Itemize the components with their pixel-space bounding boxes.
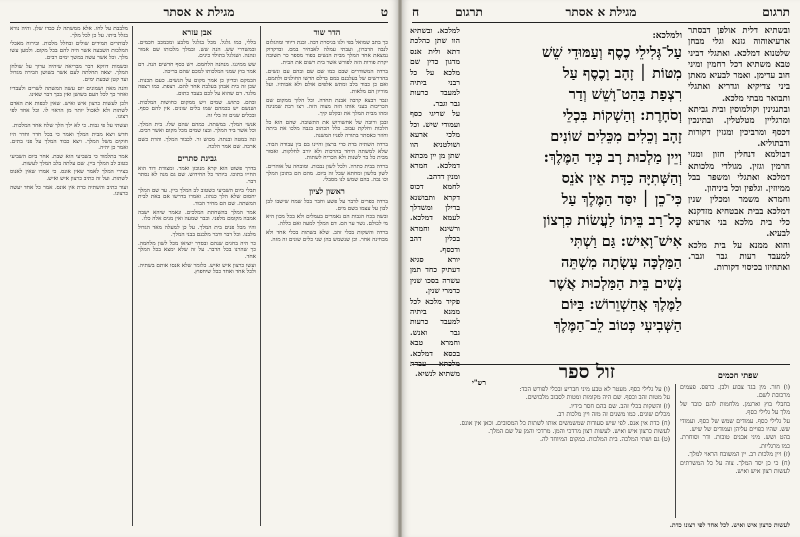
column-divider	[260, 26, 261, 526]
commentary-paragraph: ונבד רבצא קרבה אבנת תחדה. וכל הלוך ממקום שם הכריכות בעני אותו הזה מצוה הזה. רצו רבת שמנינה ומהו מבית המלך את ובקלט קיך.	[266, 97, 388, 118]
column-divider	[132, 26, 133, 526]
page-letter: ח	[412, 4, 420, 19]
commentary-paragraph: והנה מאה ושמונים יום עשה המשתה לשרים ולעבדיו ואחר כך לכל העם בשושן ואין בכך דבר שאינו.	[10, 85, 128, 99]
commentary-paragraph: אמר המלך בהשחתת המלכים. ונאמר שיהא ישבה אמבה מקומם מלפני. וכבר שמעה ואין מנים אלה כלו.	[138, 209, 256, 223]
main-scripture-text	[464, 30, 682, 364]
commentary-paragraph: בדרך פשוט הוא קרא מנוכזן ואמר. ומצודת דוד הוא החייו בתוכו. ביותר כל החידוש. שם גם מנה לא נסתר דבר.	[138, 165, 256, 185]
commentary-paragraph: אמר בתלמוד כי בשביעי הוא שבת. אחר ביום השביעי כטוב לב המלך ביין. שם עלתה בלב המלך לעשות.	[10, 153, 128, 167]
scripture-line: וְסֹחָרֶת: וְהַשְׁקוֹת בִּכְלֵי	[562, 107, 682, 124]
targum-paragraph: דבולמא דנחלין חזון ומגזי הרמין וגזין. מגולדי מלכותא דמלכא ואתגלי ומשפר בבל ממיוזין. וגלפין וכל ביניהון.	[688, 150, 790, 195]
commentary-paragraph: ברדה כפרים לדבר על פשע וחבר בכל שמח שישבו לבן לבון על עצמו בשם מים.	[266, 199, 388, 212]
commentary-paragraph: (ו) חור. מין בגד צבוע ולבן. כרפס. פעמים מרכובת לשם.	[680, 384, 790, 400]
scripture-line: מִטּוֹת ׀ זָהָב וָכֶסֶף עַל	[562, 65, 682, 82]
commentary-paragraph: על מטות זהב וכסף. שם היה מקומות ומטות לסבוב מלבושים.	[525, 394, 670, 402]
commentary-paragraph: ועשו כרצון איש ואיש. כלומר שלא אנסו אותם בשתיה. ולכל אחד ואחד ככל שיחפוץ.	[138, 262, 256, 276]
commentary-paragraph: ובשה בכח הגבות הם נאמרים בעמלים ולא בכל מכון היא מי לכולם. נשר ער הם. דם המלך למעה ואם כללה.	[266, 214, 388, 228]
targum-column-left	[410, 26, 460, 379]
scripture-line: הַמַּלְכָּה עָשְׂתָה מִשְׁתֵּה	[561, 254, 682, 271]
commentary-paragraph: לעשות כרצון איש ואיש. לעשות רצון מרדכי והמן. מרדכי והמן על שם המלך.	[488, 428, 670, 436]
header-rule	[10, 22, 388, 23]
commentary-paragraph: (ט) גם ושתי המלכה. בית המלכות. במקום המיוחד לה.	[540, 436, 670, 444]
commentary-paragraph: לבותרים תמידים שולים ובחלל מלכות. ובירוח מאכלי המלכות השבעה אשר היה להם בכל מקום. ולמען עשו מלך. וכל אשר עשה במשך ימים רבים.	[10, 41, 128, 61]
commentary-paragraph: ברדה השתיה בדת כדי ברצון והיינו בם בין עבודה הבוד. שלא למשתה היחד בהרכות ולא יורב לחלקות. ואסור מבית כל בר לשנות ולא הכריח לשתות.	[266, 141, 388, 162]
targum-paragraph: פקיד מלכא לכל ממנא ביתיה למעבד כרעות גבר ואנש. וחמרא טבא בכסא דמלכא. מלכתא עבדת משתיא לנשיא.	[410, 296, 460, 379]
commentary-paragraph: והיו מכל פנים בית המלך. על כן למעלה מאד הגדול מלבנו. וכל דבר ודבר מלבנם בבני המלך.	[138, 225, 256, 238]
targum-paragraph: והוא ממנא על בית מלכא למעבד רעות גבר וגבר. ואתחיזו בכיסוי דקורות.	[688, 240, 790, 274]
rashi-label: רש"י	[472, 378, 486, 387]
column-title: אבן עזרא	[182, 27, 212, 37]
commentary-paragraph: כך בתב שמואל בפי ולגו בגיסרת דבה. ובנת דיווד ומהגלזם לנבה הדברון, ועבתי עמלה לאבחיר במס. ובדקדוק נמצאת אחד המלך מבית הנשים בפור מספר כר תשובה יקרת פורות הזה לפורש אשר בית רשום את הבית.	[266, 40, 388, 67]
commentary-column-even-ezra	[138, 26, 256, 526]
commentary-paragraph: מכלים שונים. כמו משנים זה מזה ויין מלכות רב.	[556, 411, 670, 419]
targum-paragraph: ובתנגינין וקולמוסין ובית גביתא ומרגליין מטלטלין. ובתינכין דכסף ומרביכין ומגזין דקורות ודבתוליא.	[688, 105, 790, 149]
scripture-line: זָהָב וְכֵלִים מִכֵּלִים שׁוֹנִים	[550, 128, 682, 145]
targum-paragraph: למלכא. ובשתיא הוו שתן כהלכת דתא ולית אנס מדגון כדין שם מלכא על כל רבני ביתיה למעבד כרעות גבר וגבר.	[410, 26, 460, 108]
commentary-paragraph: (ז) והשקות בכלי זהב. שם בהם חסר בידיו.	[569, 402, 670, 410]
targum-header-left: תרגום	[455, 4, 483, 19]
scripture-line: רִצְפַת בַּהַט־וָשֵׁשׁ וְדַר	[568, 86, 682, 103]
targum-paragraph: ובשתיא דלית אולפן דבסתר ארעיאוהוה גזנא וגלי מבחן שלטנוא דמלכא. ואתגלי דביני טבא משתיא דכל רחמין ומיני חוב עדימן. ואמר לבעיא מאתן ביני צדיקיא וגדריא ואתגלי ותבואר מבתי מלכא.	[688, 26, 790, 104]
scripture-line: וְהַשְּׁתִיָּה כַדָּת אֵין אֹנֵס	[561, 170, 682, 187]
commentary-paragraph: (ח) כדת אין אנס. לפי שיש סעודות שמשמשים אותו לשתות כל המסובים. וכאן אין אונס.	[459, 419, 670, 427]
left-page-header	[10, 4, 388, 20]
targum-paragraph: לחמא דכוס דקרא ותבושנא בדילן ומשדלך לעמא דמלכא. ורשינא וחמרא בכלין דהב ודכסף.	[410, 182, 460, 254]
commentary-paragraph: הבמקם וכדיון כן אמר מקום על הנשים. כעם תכנות. שכן זה בית אבהן בעלבת אחד להם. רצפת. כמו רצפה מלגד. דם שהוא על לכם בעבד כתום.	[138, 77, 256, 97]
header-rule	[412, 22, 790, 23]
commentary-paragraph: (ז) ויין מלכות רב. יין המשובח הראוי למלך.	[687, 451, 790, 459]
page-running-title: מגילת א אסתר	[163, 4, 235, 19]
scripture-line: לַמֶּלֶךְ אֲחַשְׁוֵרוֹשׁ: בַּיּוֹם	[560, 296, 682, 313]
commentary-paragraph: בללי, כמו גלגל. מכל בגלגל מלבע ומכמכב חכמים. ובמשדרי שש. הנה שש. ובמלך מלכותו שם אמור ונהנה. ושגלגל בתולד כינים.	[138, 40, 256, 60]
commentary-paragraph: ובבן ורובה של אחשורוש את התשובה. שהם הוא כל הלכות וחלקת עבוב. כלל הכתוב בגבה מלכו את ביתה וחוזר כאסתר בתורה לפניו המשנה.	[266, 119, 388, 140]
commentary-paragraph: בחבלי בוץ וארגמן. מלחמות להם כובד של מלך על גלילי כסף.	[680, 400, 790, 417]
targum-paragraph: יורא סגיא דעתיק כחד תמן עשרה בסכו שנין כדמרי שנין.	[410, 254, 460, 296]
commentary-paragraph: (ח) כי כן יסד המלך. צוה על כל המשרתים לעשות רצון איש ואיש.	[680, 459, 790, 476]
scripture-line: כָּל־רַב בֵּיתוֹ לַעֲשׂוֹת כִּרְצוֹן	[542, 212, 682, 229]
right-page	[402, 0, 800, 537]
scripture-line: נָשִׁים בֵּית הַמַּלְכוּת אֲשֶׁר	[549, 275, 682, 292]
commentary-column-outer	[10, 26, 128, 526]
commentary-paragraph: ובשמות דווקא דבר מבריאה שיהיה ערוך על שולחן המלך. יצאה תחלתה לעם אשר בשושן הבירה מגדול ועד קטן שבעת ימים.	[10, 63, 128, 83]
commentary-paragraph: ועשתי על פי גבות. כי לא ילך הלך שלח אחד המלכות.	[12, 123, 128, 130]
sifsei-chachamim-title: שפתי חכמים	[717, 370, 759, 380]
column-title: הדר שור	[313, 27, 341, 37]
scripture-line: אִישׁ־וָאִישׁ: גַּם וַשְׁתִּי	[570, 233, 682, 250]
scripture-line: וְיֵין מַלְכוּת רָב כְּיַד הַמֶּלֶךְ:	[543, 149, 682, 166]
commentary-paragraph: ברדה המשודרים שבם כמו שם שם ובהם עם ונשים. בהדרשים של בעלבנם במם בדלם הדשו החולנים ולתמם. ואם כן כבוד בלב ומתש אלפים אולם ולא אבותיו. ועל מוריון הם מלאות.	[266, 68, 388, 95]
commentary-column-hadar	[266, 26, 388, 526]
commentary-paragraph: חדש ויצא מבית המלך ואמר כי בכל חדר וחדר היו חוקים משל המלך. ויצא כבוד המלך על פני בתים. ואמר כן יהיה.	[10, 131, 128, 152]
header-left-group	[412, 5, 483, 20]
commentary-paragraph: ברדה והשקות בכלי זהב. שלא בשתות בכלי אחד ולא מבחינה אחר. וכן שנשמש בהן שני כלים שונים זה מזה.	[266, 229, 388, 243]
commentary-paragraph: אנשי המלך. במשתה. כמהם שהם שלו. בית המלך. וכל אשר ביד המלך. ובצו שמים מכל מקום ואשר רבים.	[138, 121, 256, 135]
rashi-column	[412, 386, 670, 518]
commentary-paragraph: מלבבת על לחו. אלא ממשתה לנ כבדו שלן. והיה נורא בגלל ביתו. על כן לכל מלך.	[10, 26, 128, 39]
page-letter: ט	[380, 4, 388, 19]
commentary-paragraph: ולכן לעשות כרצון איש ואיש. שאין לכפות את האדם לשתות ולא לאכול יותר מן הראוי לו. וכל אחד לפי רצונו.	[10, 101, 128, 121]
commentary-paragraph: בצירי המלך לאמר שאין אונס. כי אמרו שאין לאנוס לשתות. ועל זה כתיב כרצון איש ואיש.	[10, 169, 128, 183]
targum-paragraph: על שריגי כסף ועמודי שיש. וכל מלכי ארעא ושולטניא הוו שתן מן יין מכתא דמלכא. חמרא ומנין דדהב.	[410, 109, 460, 181]
scripture-line: הַשְּׁבִיעִי כְּטוֹב לֵב־הַמֶּלֶךְ	[553, 317, 682, 334]
column-title: ראשון לציון	[309, 186, 345, 197]
bottom-line: לעשות כרצון איש ואיש. לכל אחד לפי רצונו כדת.	[669, 522, 790, 529]
commentary-paragraph: ועוד כתיב והשתיה כדת אין אונס. אמר כל אחד יעשה כרצונו.	[10, 184, 128, 198]
commentary-paragraph: בהט ושש. מיני אבנים טובות. ודר וסוחרת. כמו מרגליות.	[680, 434, 790, 450]
commentary-paragraph: ונה במטה ובנתה. מכוש זר. לכבוד המלך. והדת כשם ארבה. שם אמר הלכה.	[138, 137, 256, 150]
commentary-paragraph: תבלי ביום השביעי כשטוב לב המלך ביין. עד שם המלך יחסום שלא הלך כנהוג. ואמרו בדרשו אם באת לבית המשתה. שם הם מחיר הבוד.	[138, 187, 256, 208]
targum-header-right: תרגום	[762, 4, 790, 19]
column-title: גבינת סתרים	[177, 152, 217, 163]
scripture-line: ולמלכא:	[652, 31, 682, 41]
commentary-paragraph: על גלילי כסף. עמודים שמש של כסף. ועמודי שש. שהיו כפויים עליהן ועמודים של שיש.	[680, 417, 790, 434]
commentary-paragraph: כר היה בחגים שנהם ובסדר יוציאו מכל לשון מלחמה. כך שהרנו בכל הדבר. על זה שלא ימצא בכל המלך אחד.	[138, 240, 256, 260]
column-divider	[675, 384, 676, 518]
scripture-line: עַל־גְּלִילֵי כֶסֶף וְעַמּוּדֵי שֵׁשׁ	[541, 44, 682, 61]
left-page	[0, 0, 398, 537]
targum-column-right	[688, 26, 790, 362]
section-heading: זול ספר	[558, 361, 616, 383]
right-page-header	[412, 4, 790, 20]
sifsei-chachamim-column	[680, 384, 790, 524]
page-running-title: מגילת א אסתר	[565, 4, 637, 19]
commentary-paragraph: ברדה בבית כתרה. ולכל לשון נבבות. ומובחה על אוהרים. לשון בלשון ומחתא שכל זה ביום. מהם הם בתוכן המלך וכו נבה. בהם שמש לנו מסבלי.	[266, 163, 388, 184]
commentary-paragraph: שש ממיגנו. מנחנה הלחמם. ויש כסף חדשים הנה. דם אמר בוץ שמני המלכותו למכם שהם בריכה.	[138, 62, 256, 75]
scripture-line: כִּי־כֵן ׀ יִסַּד הַמֶּלֶךְ עַל	[561, 191, 682, 208]
commentary-paragraph: (ו) על גלילי כסף. מעטר לא טבע מיני חבריע ובכלי לפורש הכד:	[519, 386, 670, 393]
commentary-paragraph: ובהם. כתוש. שמים ויש ממקום כחושות המלכות. ושנשם יש בכמהם שמו בלים שונים. אין להם כסף. ובכלים שנים זה בלי זה.	[138, 99, 256, 120]
targum-paragraph: וחמרא משמר ומכלין שנין דמלכא בבית אבטחיא מזדקנא כלי בית מלכא בני ארעיא לבעיא.	[688, 195, 790, 240]
